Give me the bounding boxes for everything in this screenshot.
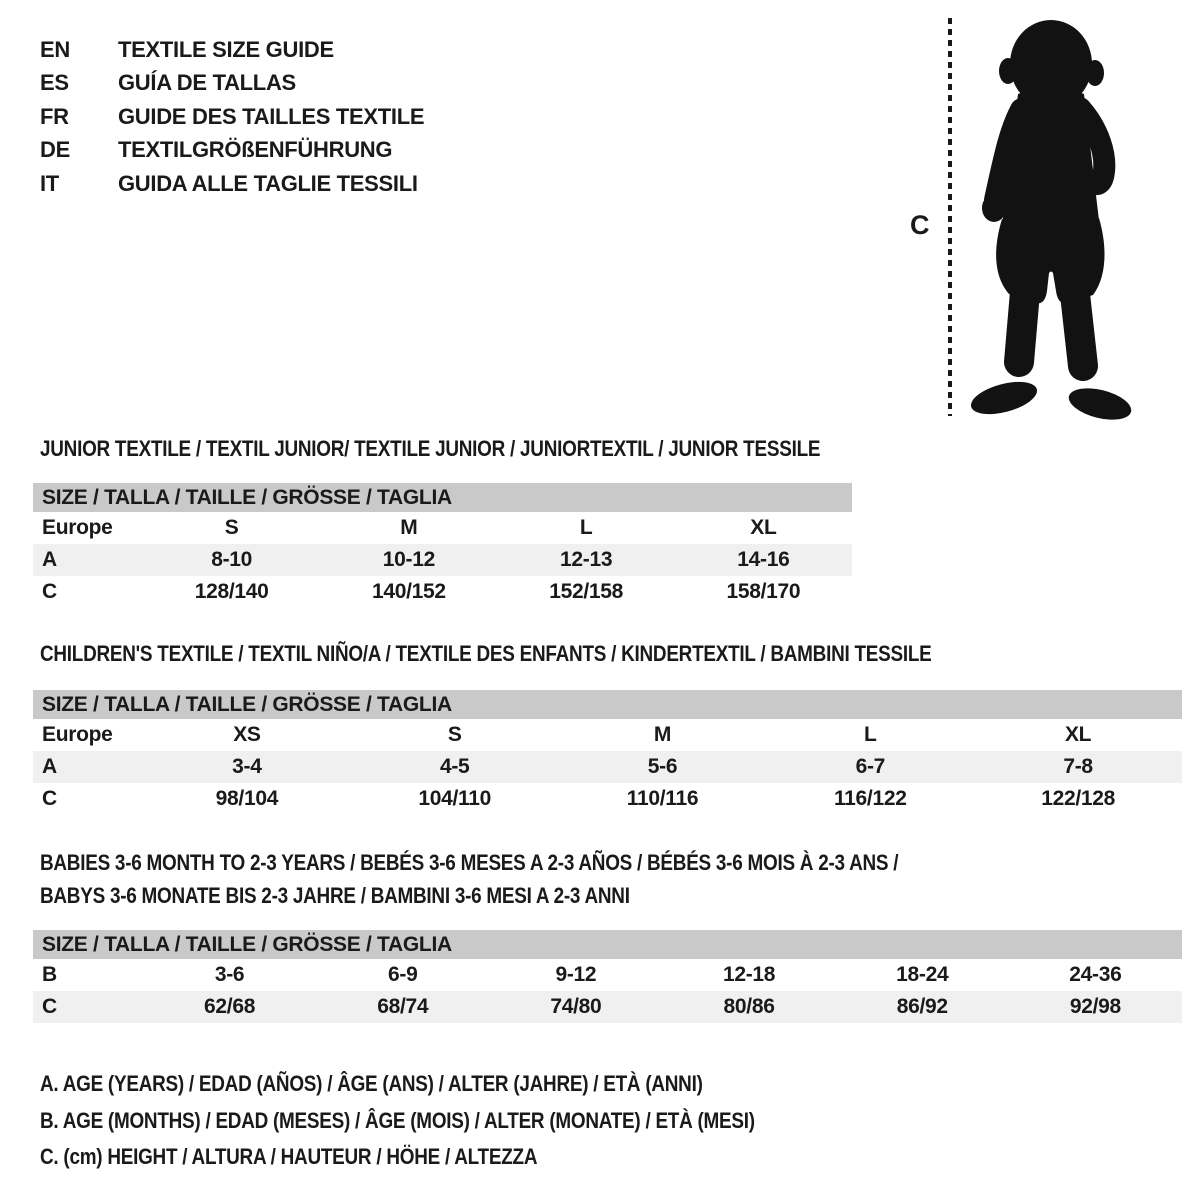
silhouette-foot <box>968 376 1041 420</box>
size-cell: XS <box>233 723 261 746</box>
size-cell: 68/74 <box>377 995 429 1018</box>
row-label: Europe <box>42 723 113 746</box>
size-cell: 62/68 <box>204 995 256 1018</box>
size-cell: 12-18 <box>722 963 776 986</box>
measurement-legend <box>40 1066 755 1176</box>
row-label: A <box>42 548 57 571</box>
language-code: EN <box>40 37 70 62</box>
junior-size-table <box>33 483 852 608</box>
row-label: B <box>42 963 57 986</box>
size-cell: 92/98 <box>1069 995 1121 1018</box>
language-title: GUÍA DE TALLAS <box>118 70 296 96</box>
size-cell: M <box>653 723 672 746</box>
table-row <box>33 783 1182 815</box>
size-cell: 98/104 <box>215 787 279 810</box>
table-row <box>33 991 1182 1023</box>
size-cell: 104/110 <box>418 787 492 810</box>
language-code: IT <box>40 170 59 196</box>
size-cell: S <box>224 516 239 539</box>
row-label: C <box>42 787 57 810</box>
babies-size-table <box>33 930 1182 1023</box>
language-code: DE <box>40 137 70 163</box>
size-cell: XL <box>750 516 777 539</box>
silhouette-foot <box>1066 383 1135 420</box>
size-cell: 12-13 <box>560 548 613 571</box>
size-cell: L <box>579 516 593 539</box>
size-cell: 7-8 <box>1063 755 1093 778</box>
size-cell: 3-4 <box>232 755 262 778</box>
language-title: GUIDA ALLE TAGLIE TESSILI <box>118 170 418 196</box>
row-label: A <box>42 755 57 778</box>
language-title: TEXTILGRÖßENFÜHRUNG <box>118 137 393 163</box>
toddler-silhouette-icon <box>962 14 1139 420</box>
size-header-bar: SIZE / TALLA / TAILLE / GRÖSSE / TAGLIA <box>33 483 852 512</box>
size-cell: 6-7 <box>855 755 886 778</box>
silhouette-leg <box>1075 294 1083 366</box>
size-cell: 80/86 <box>723 995 775 1018</box>
children-section-title: CHILDREN'S TEXTILE / TEXTIL NIÑO/A / TEXTILE DES ENFANTS / KINDERTEXTIL / BAMBINI TESSILE <box>40 641 932 666</box>
size-cell: XL <box>1064 723 1092 746</box>
size-header-bar: SIZE / TALLA / TAILLE / GRÖSSE / TAGLIA <box>33 690 1182 719</box>
babies-section-title <box>40 846 898 912</box>
table-row <box>33 512 852 544</box>
size-cell: 4-5 <box>439 755 470 778</box>
language-title: TEXTILE SIZE GUIDE <box>118 37 334 62</box>
legend-line-b: B. AGE (MONTHS) / EDAD (MESES) / ÂGE (MOIS) / ALTER (MONATE) / ETÀ (MESI) <box>40 1107 755 1133</box>
table-row <box>33 959 1182 991</box>
size-cell: L <box>864 723 877 746</box>
size-cell: 74/80 <box>550 995 602 1018</box>
size-cell: 86/92 <box>896 995 948 1018</box>
size-cell: 140/152 <box>371 580 446 603</box>
height-measure-line <box>948 18 952 416</box>
table-row <box>33 576 852 608</box>
height-measure-label: C <box>910 210 930 240</box>
babies-title-line1: BABIES 3-6 MONTH TO 2-3 YEARS / BEBÉS 3-6 MESES A 2-3 AÑOS / BÉBÉS 3-6 MOIS À 2-3 ANS / <box>40 850 899 875</box>
size-cell: S <box>447 723 462 746</box>
row-label: Europe <box>42 516 113 539</box>
junior-section-title: JUNIOR TEXTILE / TEXTIL JUNIOR/ TEXTILE JUNIOR / JUNIORTEXTIL / JUNIOR TESSILE <box>40 436 821 461</box>
silhouette-leg <box>1019 292 1025 362</box>
size-cell: 152/158 <box>549 580 624 603</box>
size-cell: 9-12 <box>555 963 597 986</box>
table-row <box>33 719 1182 751</box>
size-cell: 158/170 <box>726 580 801 603</box>
row-label: C <box>42 995 57 1018</box>
language-title-list <box>40 33 424 200</box>
table-row <box>33 751 1182 783</box>
size-cell: 128/140 <box>194 580 269 603</box>
language-title: GUIDE DES TAILLES TEXTILE <box>118 103 425 129</box>
children-size-table <box>33 690 1182 815</box>
legend-line-a: A. AGE (YEARS) / EDAD (AÑOS) / ÂGE (ANS) / ALTER (JAHRE) / ETÀ (ANNI) <box>40 1071 703 1096</box>
size-cell: 110/116 <box>626 787 699 810</box>
language-code: FR <box>40 103 69 129</box>
size-cell: 8-10 <box>211 548 253 571</box>
size-cell: 10-12 <box>382 548 435 571</box>
legend-line-c: C. (cm) HEIGHT / ALTURA / HAUTEUR / HÖHE / ALTEZZA <box>40 1144 538 1169</box>
row-label: C <box>42 580 57 603</box>
size-cell: 3-6 <box>214 963 245 986</box>
size-cell: 5-6 <box>647 755 678 778</box>
size-cell: 14-16 <box>737 548 790 571</box>
size-cell: 122/128 <box>1041 787 1115 810</box>
language-code: ES <box>40 70 69 96</box>
table-row <box>33 544 852 576</box>
size-header-bar: SIZE / TALLA / TAILLE / GRÖSSE / TAGLIA <box>33 930 1182 959</box>
size-cell: 6-9 <box>388 963 418 986</box>
size-cell: 24-36 <box>1069 963 1122 986</box>
size-cell: 18-24 <box>896 963 949 986</box>
size-cell: M <box>400 516 418 539</box>
size-cell: 116/122 <box>833 787 907 810</box>
babies-title-line2: BABYS 3-6 MONATE BIS 2-3 JAHRE / BAMBINI 3-6 MESI A 2-3 ANNI <box>40 883 630 908</box>
